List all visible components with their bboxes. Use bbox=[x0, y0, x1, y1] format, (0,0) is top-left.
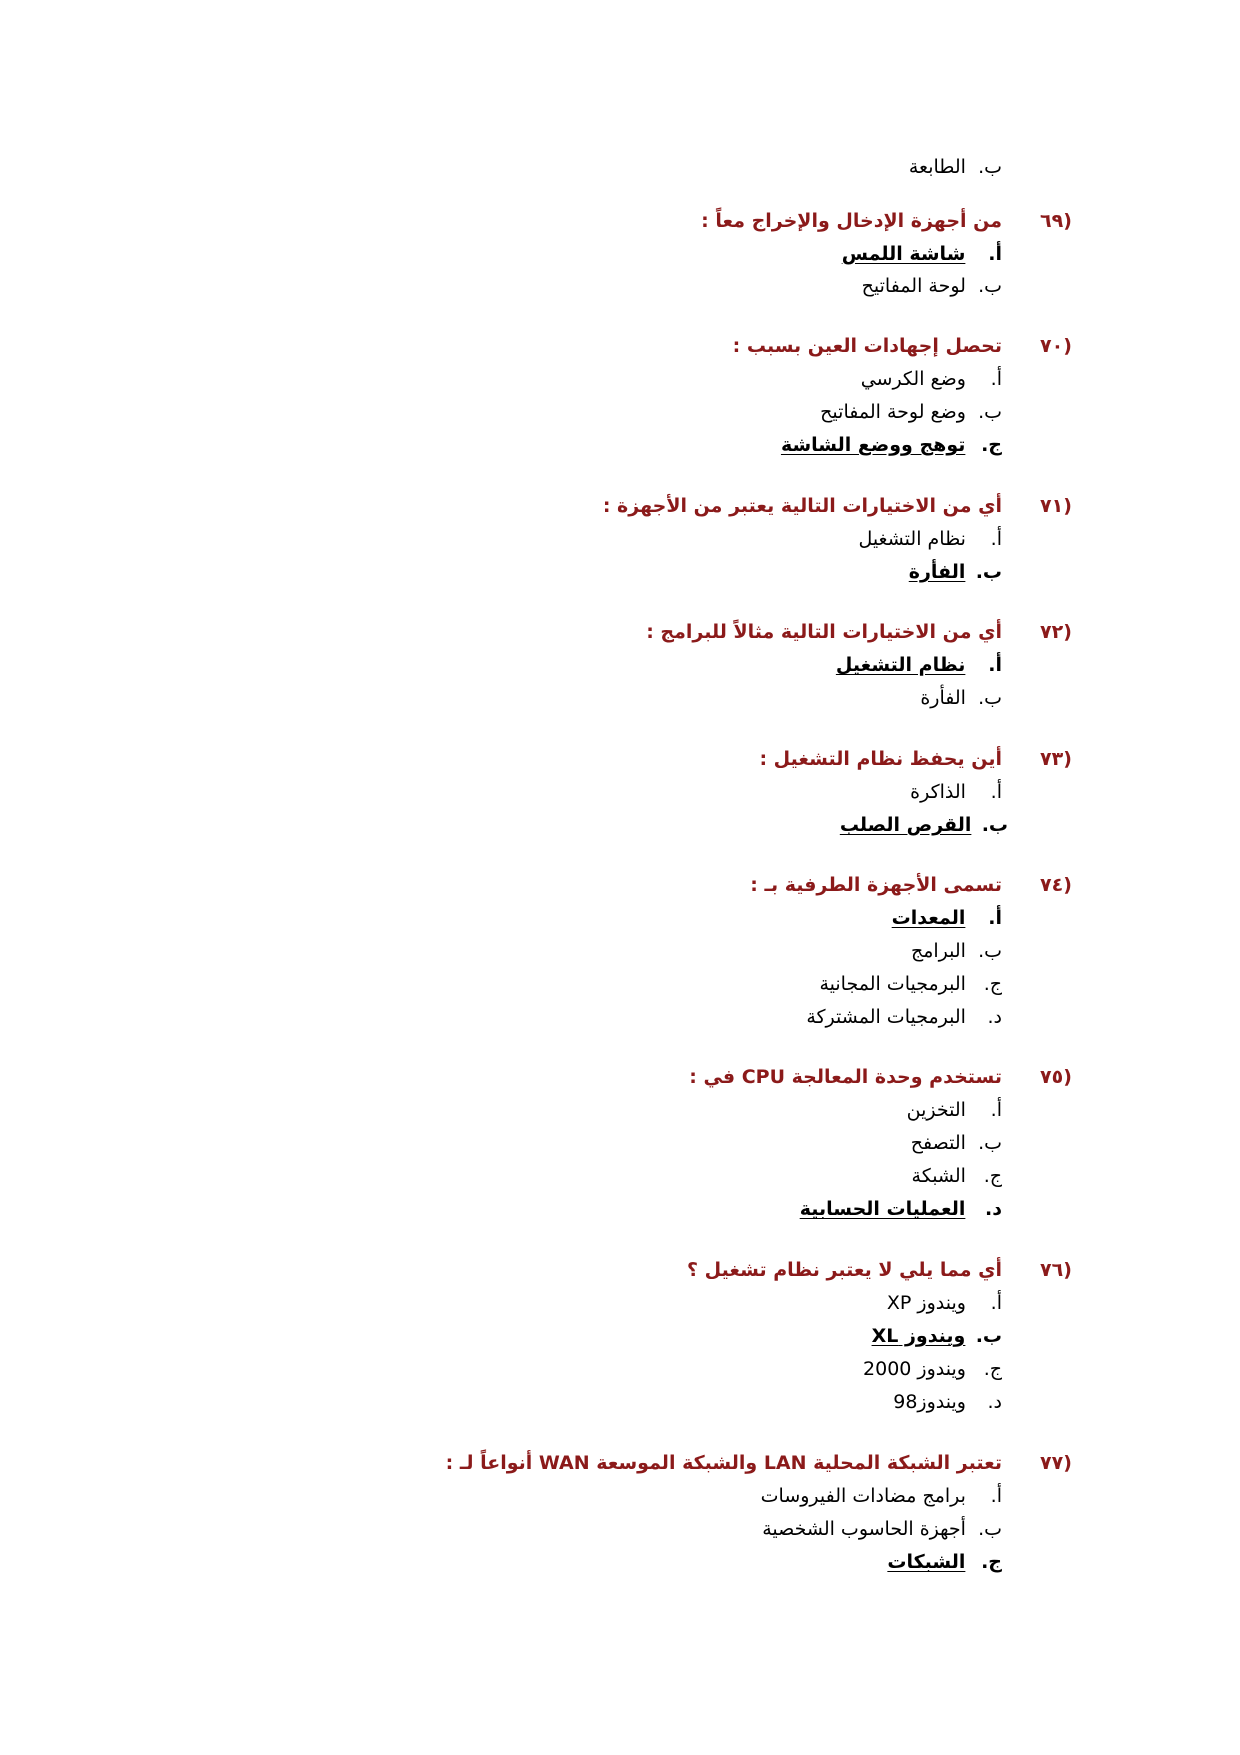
option-line bbox=[907, 1096, 1002, 1124]
option-marker: أ. bbox=[990, 1099, 1002, 1121]
option-line bbox=[920, 684, 1002, 712]
option-marker: أ. bbox=[990, 368, 1002, 390]
option-text: برامج مضادات الفيروسات bbox=[760, 1485, 966, 1507]
option-marker: أ. bbox=[990, 528, 1002, 550]
question-number: ٧١) bbox=[1040, 495, 1072, 517]
question-number: ٧٥) bbox=[1040, 1066, 1072, 1088]
option-marker: أ. bbox=[988, 243, 1002, 265]
option-text: البرمجيات المجانية bbox=[819, 973, 966, 995]
question-text: أي مما يلي لا يعتبر نظام تشغيل ؟ bbox=[687, 1259, 1002, 1281]
option-marker: ب. bbox=[975, 1325, 1002, 1347]
option-marker: ب. bbox=[978, 940, 1002, 962]
option-text: ويندوز XL bbox=[871, 1325, 966, 1347]
option-marker: ب. bbox=[975, 561, 1002, 583]
option-line-correct bbox=[836, 651, 1002, 679]
option-marker: ج. bbox=[983, 1165, 1002, 1187]
question-text: تحصل إجهادات العين بسبب : bbox=[732, 335, 1002, 357]
option-text: البرامج bbox=[910, 940, 966, 962]
option-line bbox=[862, 272, 1002, 300]
option-marker: أ. bbox=[988, 654, 1002, 676]
option-text: التخزين bbox=[906, 1099, 966, 1121]
option-line bbox=[858, 525, 1002, 553]
option-line bbox=[761, 1482, 1002, 1510]
option-marker: د. bbox=[985, 1198, 1002, 1220]
question-text: تستخدم وحدة المعالجة CPU في : bbox=[689, 1066, 1002, 1088]
option-line-correct bbox=[842, 240, 1002, 268]
option-text: القرص الصلب bbox=[839, 814, 972, 836]
option-text: وضع لوحة المفاتيح bbox=[820, 401, 966, 423]
option-text: لوحة المفاتيح bbox=[861, 275, 966, 297]
option-text: التصفح bbox=[910, 1132, 966, 1154]
option-text: البرمجيات المشتركة bbox=[806, 1006, 966, 1028]
option-text: الطابعة bbox=[908, 156, 966, 178]
option-marker: د. bbox=[987, 1006, 1002, 1028]
option-text: الذاكرة bbox=[910, 781, 966, 803]
option-marker: أ. bbox=[988, 907, 1002, 929]
option-text: الفأرة bbox=[920, 687, 966, 709]
question-number: ٧٧) bbox=[1040, 1452, 1072, 1474]
question-number: ٧٣) bbox=[1040, 748, 1072, 770]
question-text: أي من الاختيارات التالية مثالاً للبرامج : bbox=[646, 621, 1002, 643]
option-line-correct bbox=[909, 558, 1002, 586]
option-line-correct bbox=[781, 431, 1002, 459]
question-text: أين يحفظ نظام التشغيل : bbox=[759, 748, 1002, 770]
option-line-correct bbox=[887, 1548, 1002, 1576]
question-text: من أجهزة الإدخال والإخراج معاً : bbox=[701, 210, 1002, 232]
option-text: الشبكات bbox=[887, 1551, 966, 1573]
option-line bbox=[911, 1129, 1002, 1157]
option-text: المعدات bbox=[891, 907, 966, 929]
option-text: توهج ووضع الشاشة bbox=[780, 434, 966, 456]
option-marker: د. bbox=[987, 1391, 1002, 1413]
question-text: تسمى الأجهزة الطرفية بـ : bbox=[750, 874, 1002, 896]
option-line-correct bbox=[800, 1195, 1002, 1223]
option-line bbox=[912, 1162, 1002, 1190]
option-line-correct bbox=[872, 1322, 1002, 1350]
option-text: أجهزة الحاسوب الشخصية bbox=[762, 1518, 966, 1540]
question-number: ٦٩) bbox=[1040, 210, 1072, 232]
option-marker: ج. bbox=[983, 973, 1002, 995]
option-line bbox=[909, 153, 1002, 181]
option-line-correct bbox=[840, 811, 1008, 839]
option-text: ويندوز 2000 bbox=[863, 1358, 966, 1380]
question-number: ٧٠) bbox=[1040, 335, 1072, 357]
option-line bbox=[820, 398, 1002, 426]
option-marker: ج. bbox=[981, 434, 1002, 456]
option-line bbox=[819, 970, 1002, 998]
option-text: نظام التشغيل bbox=[858, 528, 966, 550]
option-marker: ب. bbox=[978, 687, 1002, 709]
option-text: وضع الكرسي bbox=[860, 368, 966, 390]
option-text: العمليات الحسابية bbox=[799, 1198, 966, 1220]
option-text: شاشة اللمس bbox=[841, 243, 966, 265]
option-marker: ج. bbox=[983, 1358, 1002, 1380]
option-text: ويندوز XP bbox=[886, 1292, 966, 1314]
option-marker: ج. bbox=[981, 1551, 1002, 1573]
option-marker: ب. bbox=[978, 275, 1002, 297]
question-number: ٧٢) bbox=[1040, 621, 1072, 643]
option-marker: أ. bbox=[990, 1292, 1002, 1314]
question-text: تعتبر الشبكة المحلية LAN والشبكة الموسعة WAN أنواعاً لـ : bbox=[445, 1452, 1002, 1474]
question-number: ٧٤) bbox=[1040, 874, 1072, 896]
option-line-correct bbox=[892, 904, 1002, 932]
option-line bbox=[861, 365, 1002, 393]
option-marker: ب. bbox=[978, 1518, 1002, 1540]
option-line bbox=[910, 778, 1002, 806]
option-line bbox=[911, 937, 1002, 965]
option-line bbox=[893, 1388, 1002, 1416]
question-text: أي من الاختيارات التالية يعتبر من الأجهزة : bbox=[602, 495, 1002, 517]
option-line bbox=[863, 1355, 1002, 1383]
option-text: ويندوز98 bbox=[893, 1391, 966, 1413]
option-marker: أ. bbox=[990, 1485, 1002, 1507]
option-line bbox=[887, 1289, 1002, 1317]
option-marker: ب. bbox=[978, 156, 1002, 178]
option-marker: ب. bbox=[981, 814, 1008, 836]
option-line bbox=[762, 1515, 1002, 1543]
option-line bbox=[806, 1003, 1002, 1031]
question-number: ٧٦) bbox=[1040, 1259, 1072, 1281]
option-text: الفأرة bbox=[908, 561, 966, 583]
option-text: نظام التشغيل bbox=[835, 654, 966, 676]
option-marker: ب. bbox=[978, 1132, 1002, 1154]
option-marker: ب. bbox=[978, 401, 1002, 423]
option-marker: أ. bbox=[990, 781, 1002, 803]
option-text: الشبكة bbox=[911, 1165, 966, 1187]
